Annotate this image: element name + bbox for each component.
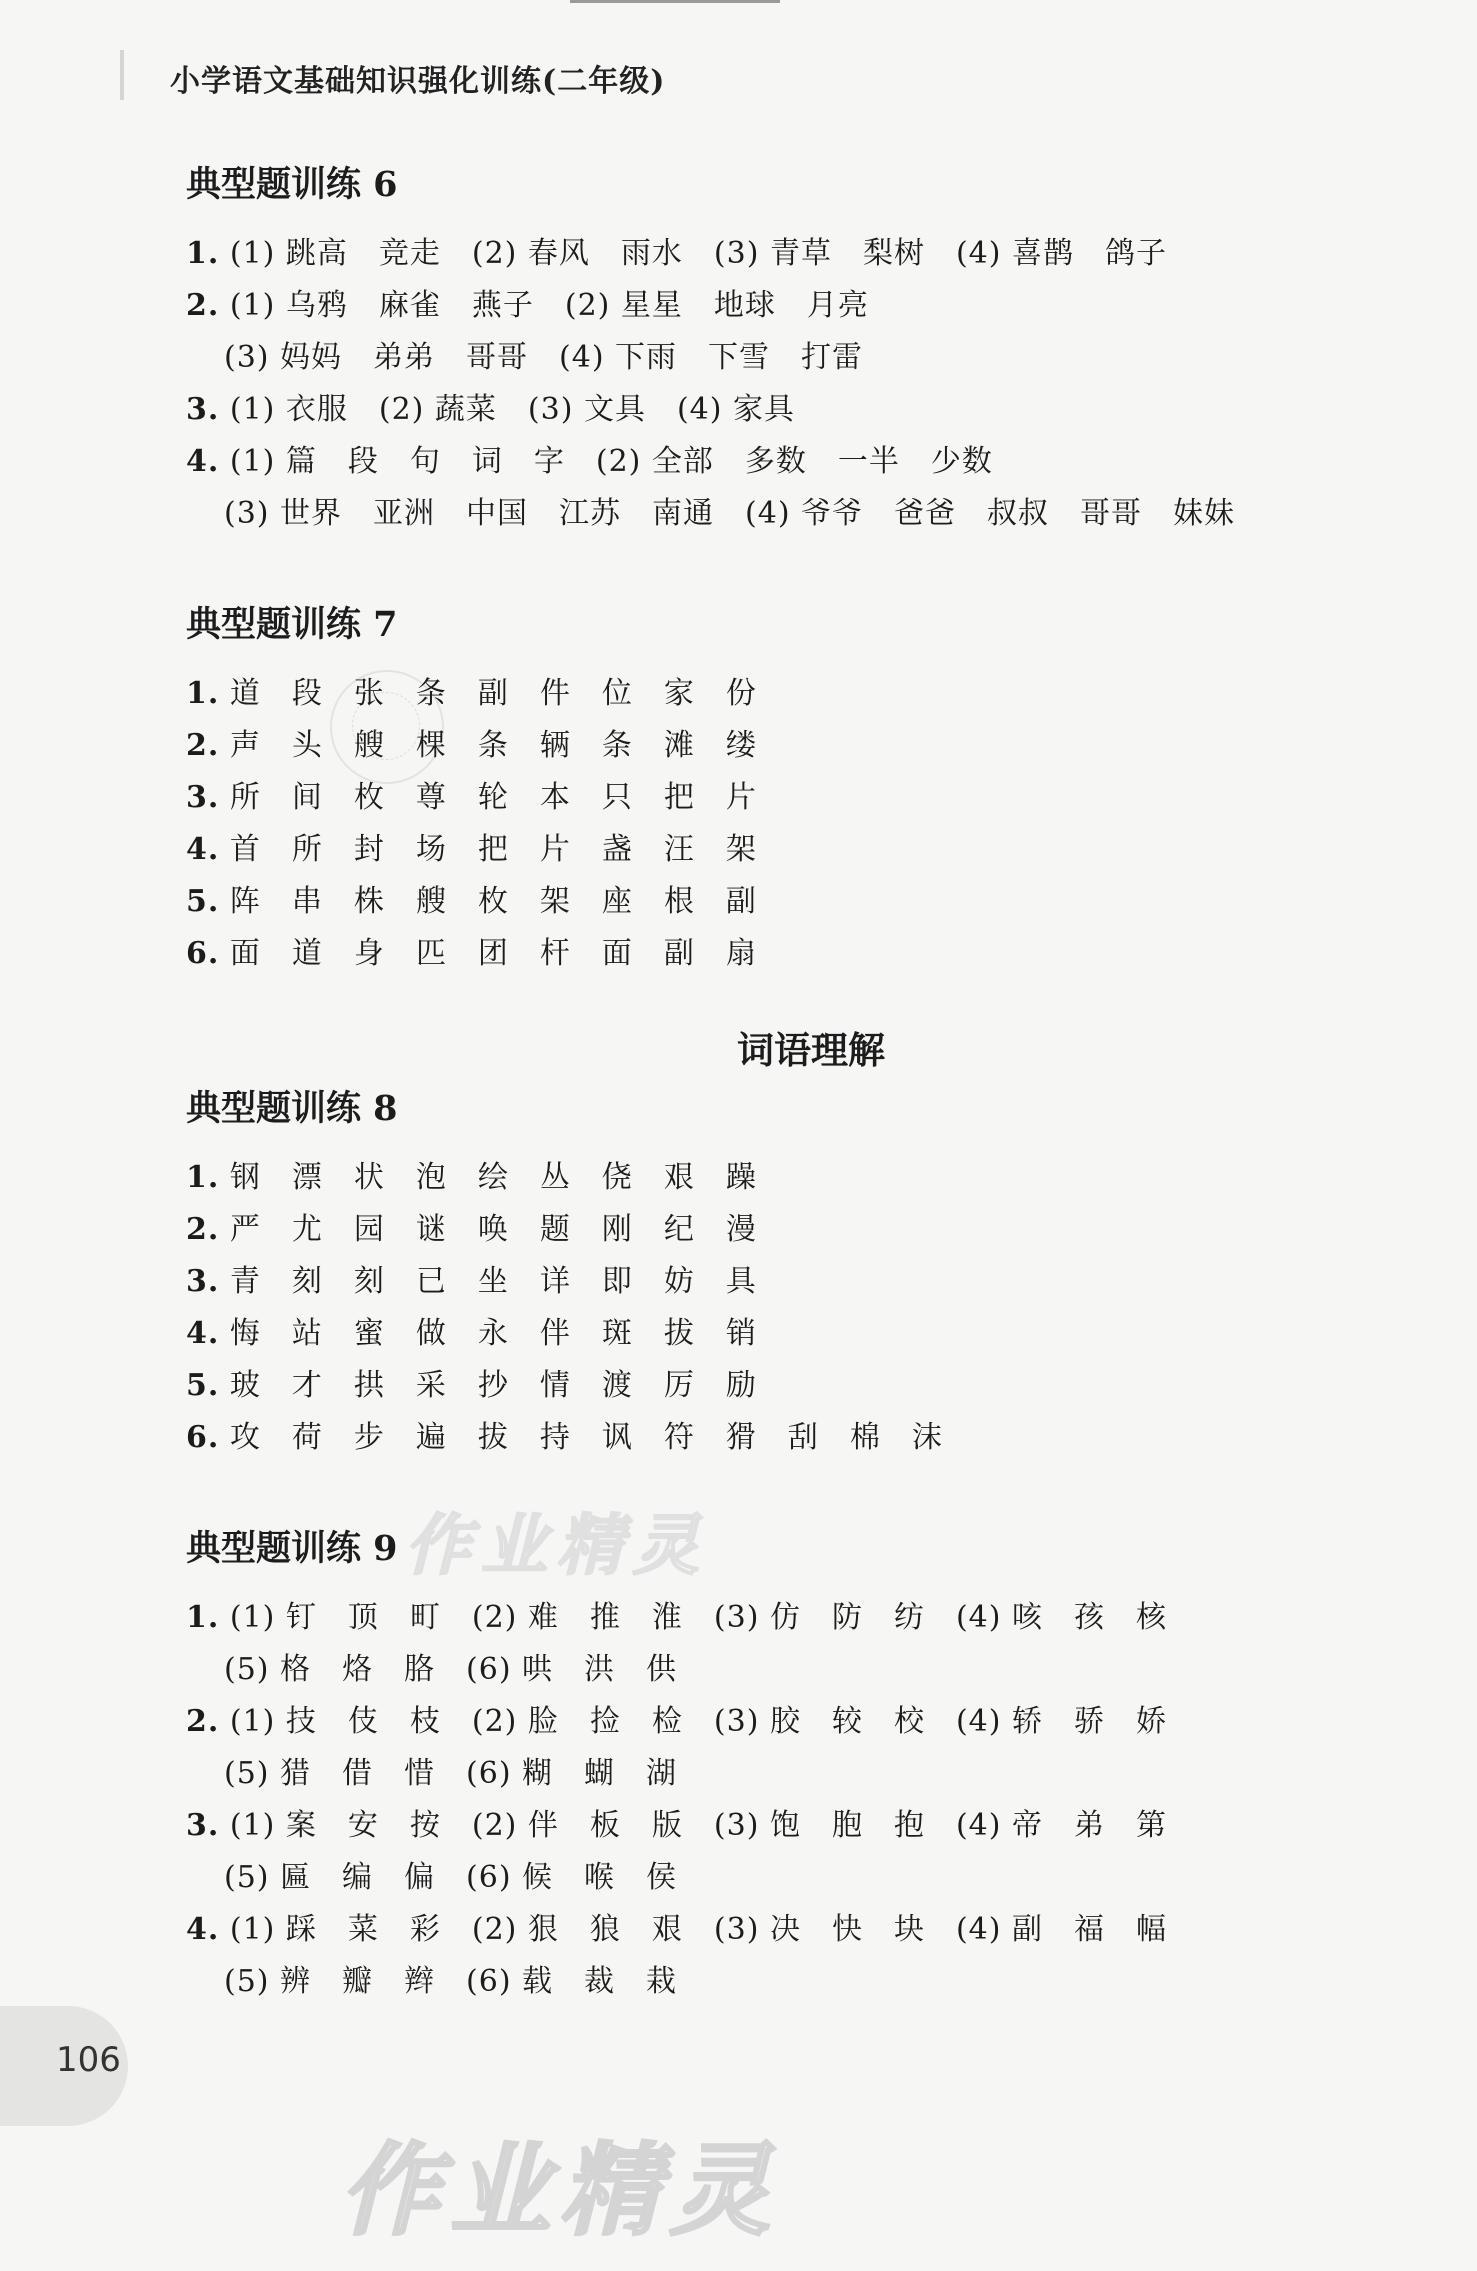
answer-line	[186, 1204, 1336, 1256]
item-number: 4.	[186, 1912, 220, 1947]
watermark-bottom: 作业精灵	[340, 2132, 780, 2249]
answer-text: (3) 妈妈 弟弟 哥哥 (4) 下雨 下雪 打雷	[224, 340, 864, 375]
answer-text: (1) 衣服 (2) 蔬菜 (3) 文具 (4) 家具	[219, 392, 795, 427]
answer-text: 首 所 封 场 把 片 盏 汪 架	[219, 832, 757, 867]
answer-text: (1) 乌鸦 麻雀 燕子 (2) 星星 地球 月亮	[219, 288, 869, 323]
answer-line	[186, 280, 1336, 332]
answer-text: (5) 辨 瓣 辫 (6) 载 裁 栽	[224, 1964, 678, 1999]
answer-line	[186, 772, 1336, 824]
answer-line	[186, 1256, 1336, 1308]
item-number: 3.	[186, 780, 220, 815]
item-number: 4.	[186, 444, 220, 479]
answer-line	[186, 1696, 1336, 1748]
answer-text: (5) 猎 借 惜 (6) 糊 蝴 湖	[224, 1756, 678, 1791]
item-number: 2.	[186, 1212, 220, 1247]
section-heading: 典型题训练 6	[186, 164, 398, 205]
item-number: 1.	[186, 236, 220, 271]
category-heading: 词语理解	[737, 1028, 885, 1072]
answer-line	[186, 1360, 1336, 1412]
item-number: 2.	[186, 1704, 220, 1739]
top-edge-line	[570, 0, 780, 3]
answer-line	[186, 1748, 1336, 1800]
section-training-8	[186, 1084, 1336, 1464]
answer-line	[186, 668, 1336, 720]
answer-text: 攻 荷 步 遍 拔 持 讽 符 猾 刮 棉 沫	[219, 1420, 943, 1455]
item-number: 3.	[186, 1808, 220, 1843]
section-training-9	[186, 1524, 1336, 2008]
item-number: 5.	[186, 884, 220, 919]
answer-line	[186, 1800, 1336, 1852]
item-number: 2.	[186, 288, 220, 323]
answer-line	[186, 928, 1336, 980]
answer-text: 道 段 张 条 副 件 位 家 份	[219, 676, 757, 711]
answer-text: 阵 串 株 艘 枚 架 座 根 副	[219, 884, 757, 919]
answer-line	[186, 1852, 1336, 1904]
answer-line	[186, 824, 1336, 876]
answer-text: (1) 技 伎 枝 (2) 脸 捡 检 (3) 胶 较 校 (4) 轿 骄 娇	[219, 1704, 1167, 1739]
item-number: 4.	[186, 832, 220, 867]
answer-text: (5) 匾 编 偏 (6) 候 喉 侯	[224, 1860, 678, 1895]
answer-line	[186, 1904, 1336, 1956]
answer-line	[186, 332, 1336, 384]
item-number: 1.	[186, 1160, 220, 1195]
section-heading: 典型题训练 7	[186, 604, 398, 645]
answer-line	[186, 1592, 1336, 1644]
answer-text: (5) 格 烙 胳 (6) 哄 洪 供	[224, 1652, 678, 1687]
answer-text: (1) 钉 顶 町 (2) 难 推 淮 (3) 仿 防 纺 (4) 咳 孩 核	[219, 1600, 1167, 1635]
answer-line	[186, 1308, 1336, 1360]
answer-text: 悔 站 蜜 做 永 伴 斑 拔 销	[219, 1316, 757, 1351]
answer-line	[186, 720, 1336, 772]
item-number: 3.	[186, 392, 220, 427]
item-number: 3.	[186, 1264, 220, 1299]
answer-text: 钢 漂 状 泡 绘 丛 侥 艰 躁	[219, 1160, 757, 1195]
section-training-7	[186, 600, 1336, 980]
answer-line	[186, 436, 1336, 488]
answer-text: (1) 跳高 竞走 (2) 春风 雨水 (3) 青草 梨树 (4) 喜鹊 鸽子	[219, 236, 1167, 271]
answer-text: (1) 篇 段 句 词 字 (2) 全部 多数 一半 少数	[219, 444, 993, 479]
answer-text: 所 间 枚 尊 轮 本 只 把 片	[219, 780, 757, 815]
answer-text: 青 刻 刻 已 坐 详 即 妨 具	[219, 1264, 757, 1299]
answer-line	[186, 876, 1336, 928]
answer-line	[186, 1152, 1336, 1204]
page-number: 106	[56, 2040, 121, 2080]
watermark-middle: 作业精灵	[405, 1507, 709, 1584]
answer-text: (1) 踩 菜 彩 (2) 狠 狼 艰 (3) 决 快 块 (4) 副 福 幅	[219, 1912, 1167, 1947]
answer-line	[186, 1644, 1336, 1696]
header-rule	[120, 50, 124, 100]
section-training-6	[186, 160, 1336, 540]
answer-line	[186, 384, 1336, 436]
item-number: 4.	[186, 1316, 220, 1351]
answer-line	[186, 1956, 1336, 2008]
answer-text: 玻 才 拱 采 抄 情 渡 厉 励	[219, 1368, 757, 1403]
section-heading: 典型题训练 9	[186, 1528, 398, 1569]
item-number: 1.	[186, 676, 220, 711]
answer-line	[186, 488, 1336, 540]
answer-content	[186, 160, 1336, 2068]
item-number: 2.	[186, 728, 220, 763]
answer-line	[186, 228, 1336, 280]
answer-text: 面 道 身 匹 团 杆 面 副 扇	[219, 936, 757, 971]
answer-text: 声 头 艘 棵 条 辆 条 滩 缕	[219, 728, 757, 763]
running-header: 小学语文基础知识强化训练(二年级)	[170, 64, 666, 99]
item-number: 5.	[186, 1368, 220, 1403]
item-number: 1.	[186, 1600, 220, 1635]
section-heading: 典型题训练 8	[186, 1088, 398, 1129]
answer-text: 严 尤 园 谜 唤 题 刚 纪 漫	[219, 1212, 757, 1247]
answer-text: (3) 世界 亚洲 中国 江苏 南通 (4) 爷爷 爸爸 叔叔 哥哥 妹妹	[224, 496, 1236, 531]
item-number: 6.	[186, 936, 220, 971]
answer-text: (1) 案 安 按 (2) 伴 板 版 (3) 饱 胞 抱 (4) 帝 弟 第	[219, 1808, 1167, 1843]
answer-line	[186, 1412, 1336, 1464]
item-number: 6.	[186, 1420, 220, 1455]
